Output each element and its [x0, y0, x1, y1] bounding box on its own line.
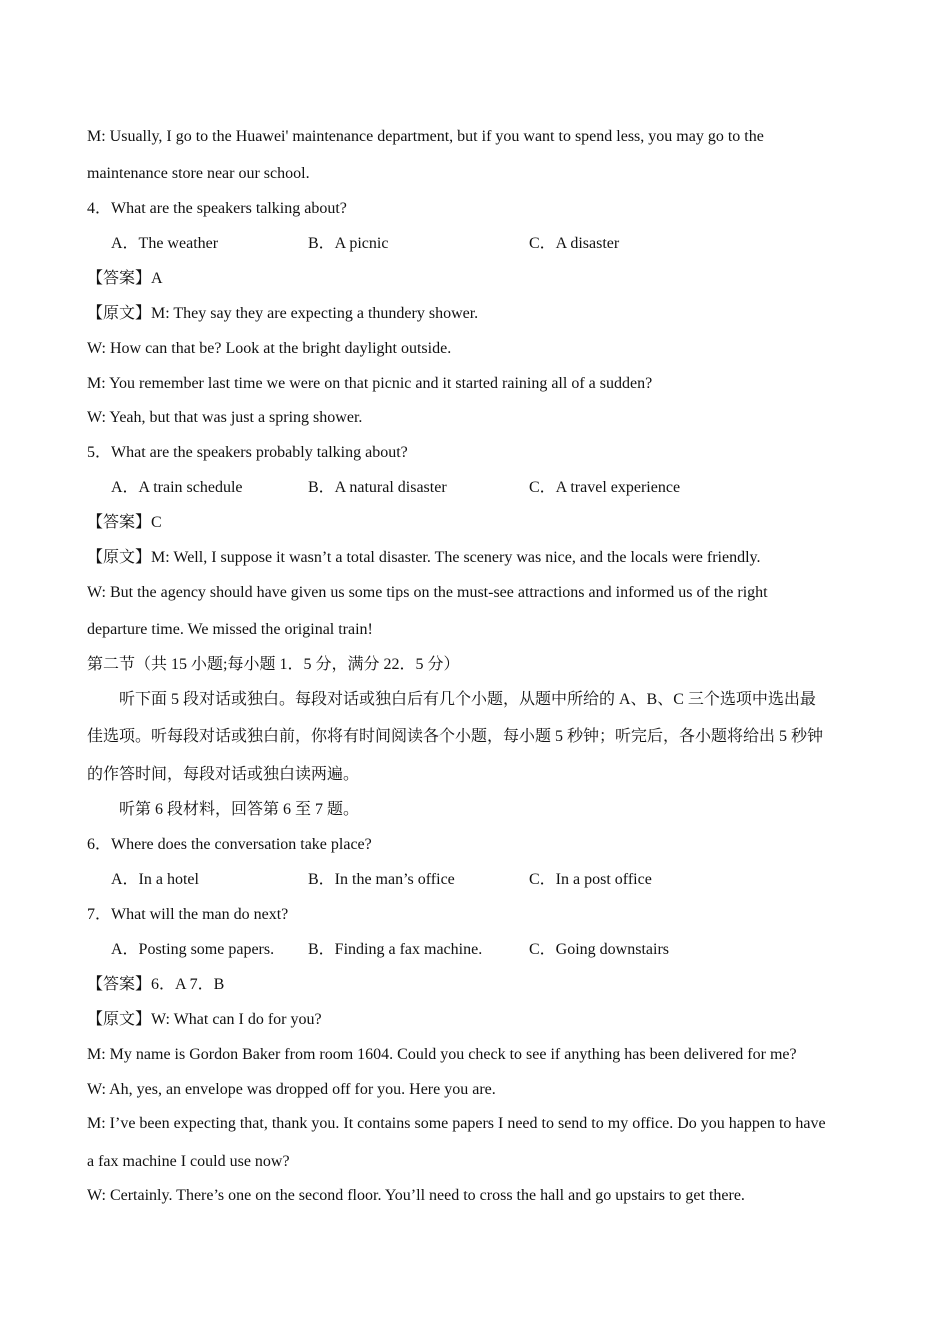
answer-line: 【答案】A — [87, 270, 163, 287]
q5-option-c: C．A travel experience — [529, 479, 681, 496]
q5-option-b: B．A natural disaster — [308, 479, 447, 496]
section-heading: 第二节（共 15 小题;每小题 1．5 分，满分 22．5 分） — [87, 656, 460, 673]
q4-option-b: B．A picnic — [308, 235, 389, 252]
transcript-line: 【原文】M: They say they are expecting a thundery shower. — [87, 305, 479, 322]
dialogue-line: M: My name is Gordon Baker from room 1604. Could you check to see if anything has been delivered for me? — [87, 1046, 797, 1063]
q4-option-a: A．The weather — [111, 235, 219, 252]
q4-option-c: C．A disaster — [529, 235, 620, 252]
transcript-line: 【原文】M: Well, I suppose it wasn’t a total disaster. The scenery was nice, and the locals were friendly. — [87, 549, 761, 566]
dialogue-line: M: Usually, I go to the Huawei' maintenance department, but if you want to spend less, you may go to the — [87, 128, 764, 145]
dialogue-line: departure time. We missed the original train! — [87, 621, 373, 638]
q7-option-c: C．Going downstairs — [529, 941, 670, 958]
dialogue-line: W: How can that be? Look at the bright daylight outside. — [87, 340, 452, 357]
dialogue-line: W: Ah, yes, an envelope was dropped off for you. Here you are. — [87, 1081, 496, 1098]
dialogue-line: M: You remember last time we were on that picnic and it started raining all of a sudden? — [87, 375, 653, 392]
question-7: 7．What will the man do next? — [87, 906, 289, 923]
q7-option-b: B．Finding a fax machine. — [308, 941, 483, 958]
dialogue-line: W: Certainly. There’s one on the second floor. You’ll need to cross the hall and go upstairs to get there. — [87, 1187, 745, 1204]
answer-line: 【答案】C — [87, 514, 162, 531]
material-intro: 听第 6 段材料，回答第 6 至 7 题。 — [119, 801, 360, 818]
q5-option-a: A．A train schedule — [111, 479, 243, 496]
question-4: 4．What are the speakers talking about? — [87, 200, 347, 217]
q6-option-c: C．In a post office — [529, 871, 652, 888]
dialogue-line: M: I’ve been expecting that, thank you. It contains some papers I need to send to my office. Do you happen to have — [87, 1115, 826, 1132]
q6-option-b: B．In the man’s office — [308, 871, 455, 888]
question-6: 6．Where does the conversation take place? — [87, 836, 372, 853]
q6-option-a: A．In a hotel — [111, 871, 199, 888]
instructions-line: 听下面 5 段对话或独白。每段对话或独白后有几个小题，从题中所给的 A、B、C 三个选项中选出最 — [119, 691, 816, 708]
instructions-line: 佳选项。听每段对话或独白前，你将有时间阅读各个小题，每小题 5 秒钟；听完后，各小题将给出 5 秒钟 — [87, 728, 824, 745]
dialogue-line: W: Yeah, but that was just a spring shower. — [87, 409, 363, 426]
transcript-line: 【原文】W: What can I do for you? — [87, 1011, 322, 1028]
instructions-line: 的作答时间，每段对话或独白读两遍。 — [87, 766, 360, 783]
dialogue-line: maintenance store near our school. — [87, 165, 310, 182]
dialogue-line: W: But the agency should have given us some tips on the must-see attractions and informed us of the right — [87, 584, 768, 601]
answer-line: 【答案】6．A 7．B — [87, 976, 225, 993]
q7-option-a: A．Posting some papers. — [111, 941, 275, 958]
question-5: 5．What are the speakers probably talking about? — [87, 444, 408, 461]
dialogue-line: a fax machine I could use now? — [87, 1153, 290, 1170]
